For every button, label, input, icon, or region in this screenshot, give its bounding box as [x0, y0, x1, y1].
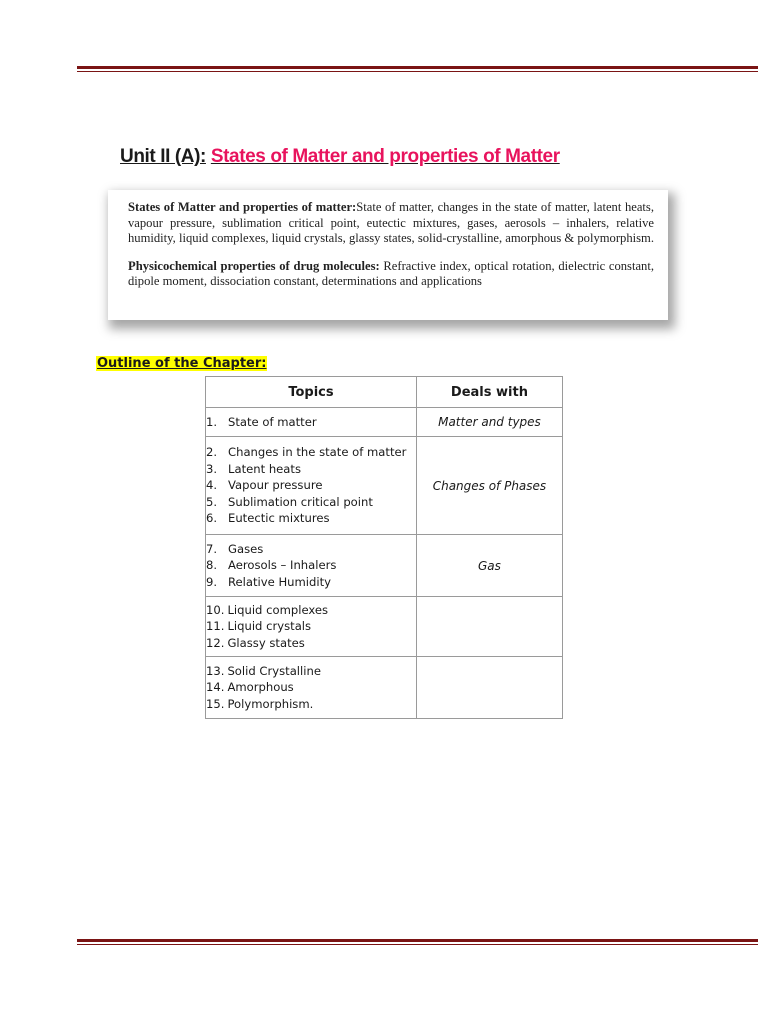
- table-row: [206, 437, 563, 535]
- topic-number: 11.: [206, 619, 225, 634]
- topics-cell: [206, 408, 417, 437]
- topics-cell: [206, 437, 417, 535]
- table-row: [206, 597, 563, 657]
- topic-text: Liquid complexes: [227, 602, 329, 617]
- syllabus-paragraph-2: [128, 259, 654, 290]
- topic-number: 8.: [206, 558, 218, 573]
- topic-item: [206, 557, 416, 574]
- unit-title: States of Matter and properties of Matter: [210, 146, 560, 167]
- topic-text: Glassy states: [227, 635, 305, 650]
- topics-cell: [206, 597, 417, 657]
- topic-item: [206, 696, 416, 713]
- deals-with-cell: [416, 597, 562, 657]
- deals-with-cell: Changes of Phases: [416, 437, 562, 535]
- syllabus-p1-bold: States of Matter and properties of matter:: [128, 200, 357, 214]
- deals-with-cell: [416, 657, 562, 719]
- topic-number: 13.: [206, 663, 225, 678]
- topic-number: 3.: [206, 461, 218, 476]
- topic-number: 12.: [206, 635, 225, 650]
- topic-text: Gases: [228, 541, 264, 556]
- topic-number: 4.: [206, 478, 218, 493]
- topic-text: Polymorphism.: [227, 696, 314, 711]
- topic-text: Changes in the state of matter: [228, 445, 407, 460]
- topic-number: 10.: [206, 602, 225, 617]
- topic-text: Latent heats: [228, 461, 301, 476]
- table-header-row: [206, 377, 563, 408]
- syllabus-paragraph-1: [128, 200, 654, 247]
- syllabus-p2-text: Refractive index, optical rotation, dielectric constant, dipole moment, dissociation constant, determinations and applications: [128, 258, 654, 288]
- topic-text: State of matter: [228, 414, 317, 429]
- syllabus-p1-text: State of matter, changes in the state of matter, latent heats, vapour pressure, sublimation critical point, eutectic mixtures, gases, aerosols – inhalers, relative humidity, liquid complexes, liquid crystals, glassy states, solid-crystalline, amorphous & polymorphism.: [128, 200, 654, 245]
- topic-number: 2.: [206, 445, 218, 460]
- topic-text: Amorphous: [227, 680, 294, 695]
- topic-item: [206, 635, 416, 652]
- topic-item: [206, 602, 416, 619]
- footer-rule: [77, 939, 758, 945]
- topic-item: [206, 541, 416, 558]
- topic-item: [206, 663, 416, 680]
- topic-text: Sublimation critical point: [228, 494, 373, 509]
- deals-with-cell: Matter and types: [416, 408, 562, 437]
- header-deals-with: Deals with: [416, 377, 562, 408]
- table-row: [206, 535, 563, 597]
- topic-item: [206, 494, 416, 511]
- table-row: [206, 408, 563, 437]
- topic-number: 6.: [206, 511, 218, 526]
- topics-cell: [206, 535, 417, 597]
- topic-text: Relative Humidity: [228, 574, 332, 589]
- topic-number: 15.: [206, 696, 225, 711]
- topic-text: Eutectic mixtures: [228, 511, 330, 526]
- topic-item: [206, 618, 416, 635]
- outline-heading: Outline of the Chapter:: [97, 356, 267, 371]
- header-topics: Topics: [206, 377, 417, 408]
- topic-number: 7.: [206, 541, 218, 556]
- deals-with-cell: Gas: [416, 535, 562, 597]
- topic-item: [206, 444, 416, 461]
- table-row: [206, 657, 563, 719]
- topic-item: [206, 574, 416, 591]
- topic-item: [206, 477, 416, 494]
- topic-text: Liquid crystals: [227, 619, 312, 634]
- unit-label: Unit II (A):: [120, 146, 206, 167]
- topic-item: [206, 414, 416, 431]
- topic-item: [206, 510, 416, 527]
- topics-cell: [206, 657, 417, 719]
- unit-heading: [120, 146, 660, 168]
- outline-table: [205, 376, 563, 719]
- topic-item: [206, 679, 416, 696]
- topic-number: 14.: [206, 680, 225, 695]
- syllabus-box: [108, 190, 668, 320]
- topic-text: Aerosols – Inhalers: [228, 558, 337, 573]
- topic-item: [206, 461, 416, 478]
- syllabus-p2-bold: Physicochemical properties of drug molecules:: [128, 258, 380, 273]
- topic-text: Vapour pressure: [228, 478, 323, 493]
- topic-number: 1.: [206, 414, 218, 429]
- topic-number: 9.: [206, 574, 218, 589]
- header-rule: [77, 66, 758, 72]
- topic-text: Solid Crystalline: [227, 663, 321, 678]
- topic-number: 5.: [206, 494, 218, 509]
